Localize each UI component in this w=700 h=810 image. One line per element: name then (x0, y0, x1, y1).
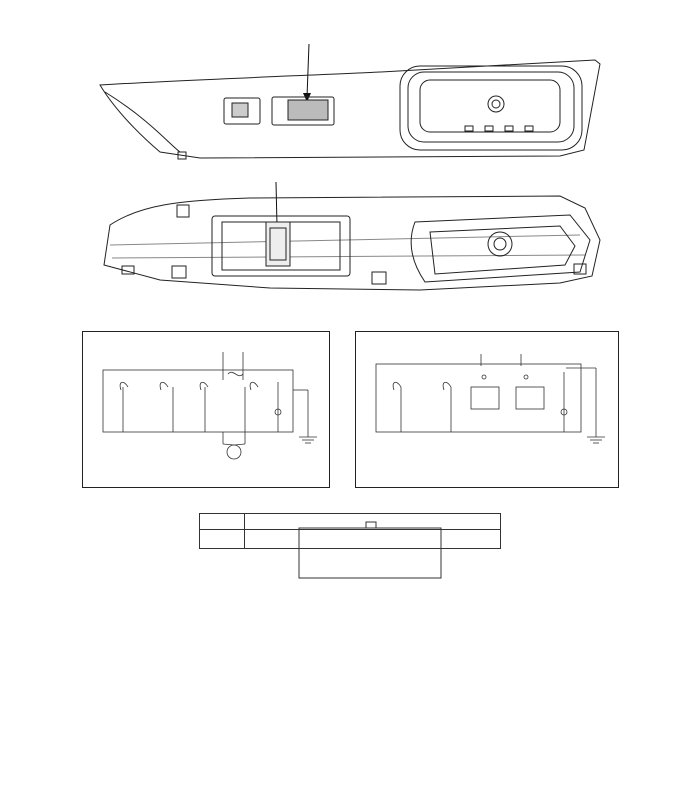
lower-trim-panel (104, 196, 600, 290)
safety-schematic (356, 332, 618, 487)
connector-face-cell (245, 514, 501, 530)
standard-schematic (83, 332, 329, 487)
upper-trim-panel (100, 60, 600, 159)
pin-table (199, 513, 501, 549)
door-trim-illustration (0, 0, 700, 310)
table-header-row (200, 529, 501, 548)
pin-header (200, 529, 245, 548)
connector-header (245, 529, 501, 548)
connector-image-row (200, 514, 501, 530)
standard-schematic-box (82, 331, 330, 488)
safety-schematic-box (355, 331, 619, 488)
